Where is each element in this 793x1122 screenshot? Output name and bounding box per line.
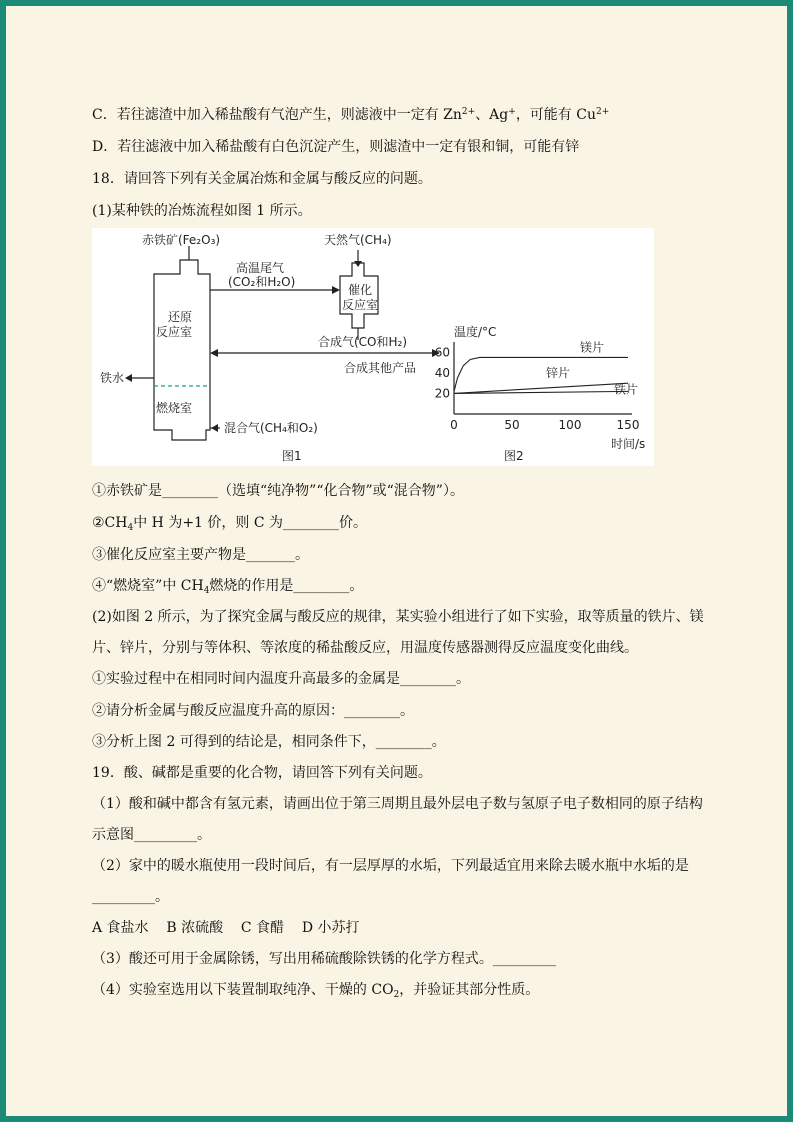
x-tick-label: 150 [616,418,640,432]
x-tick-label: 100 [558,418,582,432]
label-iron-water: 铁水 [100,371,125,385]
arrowhead-syngas-left [210,349,218,357]
temperature-chart [435,324,646,463]
label-catalyst-1: 催化 [348,283,373,297]
label-syngas: 合成气(CO和H₂) [318,335,408,349]
arrowhead-iron-water [125,374,132,382]
q19-1-line-2: 示意图_________。 [92,827,211,843]
question-18: 18．请回答下列有关金属冶炼和金属与酸反应的问题。 [92,171,432,187]
label-reduction-2: 反应室 [156,325,193,339]
label-reduction-1: 还原 [168,310,193,324]
y-tick-label: 60 [434,345,450,360]
series-label: 锌片 [546,366,571,381]
series-line [454,357,628,391]
q18-2-3: ③分析上图 2 可得到的结论是，相同条件下，________。 [92,734,446,750]
part-1-intro: (1)某种铁的冶炼流程如图 1 所示。 [92,203,312,219]
arrowhead-mixed-gas [211,424,218,432]
label-furnace: 燃烧室 [156,401,193,415]
figure-panel [92,228,654,466]
label-mixed-gas: 混合气(CH₄和O₂) [224,421,318,435]
q19-1-line-1: （1）酸和碱中都含有氢元素，请画出位于第三周期且最外层电子数与氢原子电子数相同的原子结构 [92,796,703,812]
chart-y-label: 温度/°C [454,325,497,339]
q18-2-2: ②请分析金属与酸反应温度升高的原因：________。 [92,703,414,719]
label-natural-gas: 天然气(CH₄) [324,233,392,247]
x-tick-label: 50 [504,418,520,432]
q19-4: （4）实验室选用以下装置制取纯净、干燥的 $CO_2$，并验证其部分性质。 [92,982,540,1000]
question-19: 19．酸、碱都是重要的化合物，请回答下列有关问题。 [92,765,432,781]
q19-2-line-1: （2）家中的暖水瓶使用一段时间后，有一层厚厚的水垢，下列最适宜用来除去暖水瓶中水垢的是 [92,858,689,874]
label-exhaust-2: (CO₂和H₂O) [228,275,296,289]
q18-1-3: ③催化反应室主要产物是_______。 [92,547,309,563]
q19-2-line-2: _________。 [92,889,169,905]
q18-1-4: ④“燃烧室”中 $CH_4$燃烧的作用是________。 [92,578,364,596]
y-tick-label: 20 [434,386,450,401]
chart-series [454,339,638,396]
q18-2-intro-1: (2)如图 2 所示，为了探究金属与酸反应的规律，某实验小组进行了如下实验，取等质量的铁片、镁 [92,609,704,625]
series-label: 镁片 [580,340,605,355]
label-exhaust-1: 高温尾气 [236,261,285,275]
option-c: C．若往滤渣中加入稀盐酸有气泡产生，则滤液中一定有 $Zn^{2+}$、Ag+，可能有 $Cu^{2+}$ [92,107,610,123]
y-tick-label: 40 [434,365,450,380]
q18-2-1: ①实验过程中在相同时间内温度升高最多的金属是________。 [92,671,470,687]
option-d: D．若往滤液中加入稀盐酸有白色沉淀产生，则滤渣中一定有银和铜，可能有锌 [92,139,580,155]
exam-page [6,6,787,1116]
label-hematite: 赤铁矿(Fe₂O₃) [142,233,221,247]
q19-3: （3）酸还可用于金属除锈，写出用稀硫酸除铁锈的化学方程式。_________ [92,951,556,967]
x-tick-label: 0 [450,418,458,432]
series-label: 铁片 [614,382,639,397]
figure1-caption: 图1 [282,449,302,463]
label-other-products: 合成其他产品 [344,361,417,375]
chart-x-label: 时间/s [611,437,646,451]
q18-2-intro-2: 片、锌片，分别与等体积、等浓度的稀盐酸反应，用温度传感器测得反应温度变化曲线。 [92,640,638,656]
q18-1-1: ①赤铁矿是________（选填“纯净物”“化合物”或“混合物”）。 [92,483,464,499]
q19-2-options: A 食盐水 B 浓硫酸 C 食醋 D 小苏打 [92,920,360,936]
arrowhead-exhaust [332,286,340,294]
q18-1-2: $②CH_4$中 H 为+1 价，则 C 为________价。 [92,515,368,533]
arrowhead-natural-gas [354,261,362,267]
figure2-caption: 图2 [504,449,524,463]
label-catalyst-2: 反应室 [342,298,379,312]
